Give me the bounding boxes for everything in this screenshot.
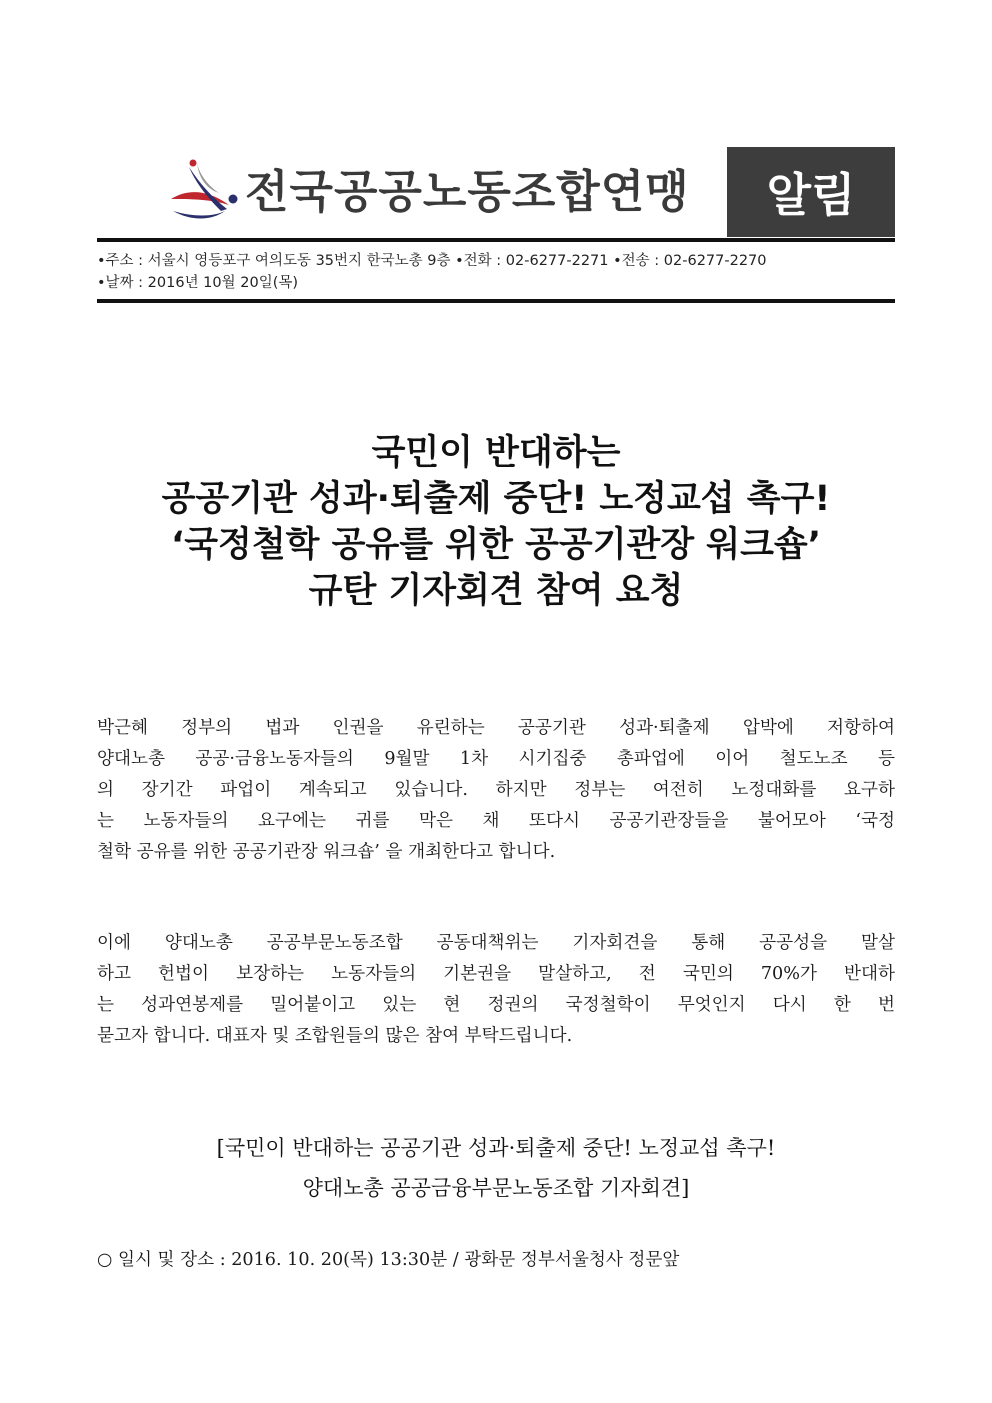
event-title-line: [국민이 반대하는 공공기관 성과·퇴출제 중단! 노정교섭 촉구! xyxy=(216,1136,776,1160)
date-info: •날짜 : 2016년 10월 20일(목) xyxy=(97,275,299,291)
paragraph-line: 는 성과연봉제를 밀어붙이고 있는 현 정권의 국정철학이 무엇인지 다시 한 번 xyxy=(97,995,895,1015)
header-divider xyxy=(97,238,895,242)
paragraph-line: 하고 헌법이 보장하는 노동자들의 기본권을 말살하고, 전 국민의 70%가 반대하 xyxy=(97,964,895,984)
schedule-detail: ○ 일시 및 장소 : 2016. 10. 20(목) 13:30분 / 광화문 정부서울청사 정문앞 xyxy=(97,1250,680,1270)
event-title xyxy=(97,1128,895,1208)
organization-name: 전국공공노동조합연맹 xyxy=(245,165,690,218)
paragraph-line: 의 장기간 파업이 계속되고 있습니다. 하지만 정부는 여전히 노정대화를 요구하 xyxy=(97,780,895,800)
notice-badge xyxy=(727,147,895,237)
paragraph-line: 묻고자 합니다. 대표자 및 조합원들의 많은 참여 부탁드립니다. xyxy=(97,1026,573,1046)
event-title-line: 양대노총 공공금융부문노동조합 기자회견] xyxy=(302,1176,690,1200)
document-title xyxy=(97,430,895,614)
paragraph-line: 이에 양대노총 공공부문노동조합 공동대책위는 기자회견을 통해 공공성을 말살 xyxy=(97,933,895,953)
info-divider xyxy=(97,299,895,303)
union-logo-icon xyxy=(167,159,239,229)
letterhead xyxy=(97,147,895,237)
paragraph-line: 는 노동자들의 요구에는 귀를 막은 채 또다시 공공기관장들을 불어모아 ‘국정 xyxy=(97,811,895,831)
contact-info: •주소 : 서울시 영등포구 여의도동 35번지 한국노총 9층 •전화 : 02-6277-2271 •전송 : 02-6277-2270 xyxy=(97,253,767,269)
title-line: ‘국정철학 공유를 위한 공공기관장 워크숍’ xyxy=(170,525,822,565)
paragraph-line: 박근혜 정부의 법과 인권을 유린하는 공공기관 성과·퇴출제 압박에 저항하여 xyxy=(97,718,895,738)
title-line: 규탄 기자회견 참여 요청 xyxy=(308,571,684,611)
notice-label: 알림 xyxy=(766,168,856,222)
body-paragraph-2 xyxy=(97,928,895,1052)
paragraph-line: 양대노총 공공·금융노동자들의 9월말 1차 시기집중 총파업에 이어 철도노조 등 xyxy=(97,749,895,769)
paragraph-line: 철학 공유를 위한 공공기관장 워크숍’ 을 개최한다고 합니다. xyxy=(97,842,556,862)
body-paragraph-1 xyxy=(97,713,895,868)
title-line: 국민이 반대하는 xyxy=(371,433,621,473)
title-line: 공공기관 성과·퇴출제 중단! 노정교섭 촉구! xyxy=(161,479,831,519)
